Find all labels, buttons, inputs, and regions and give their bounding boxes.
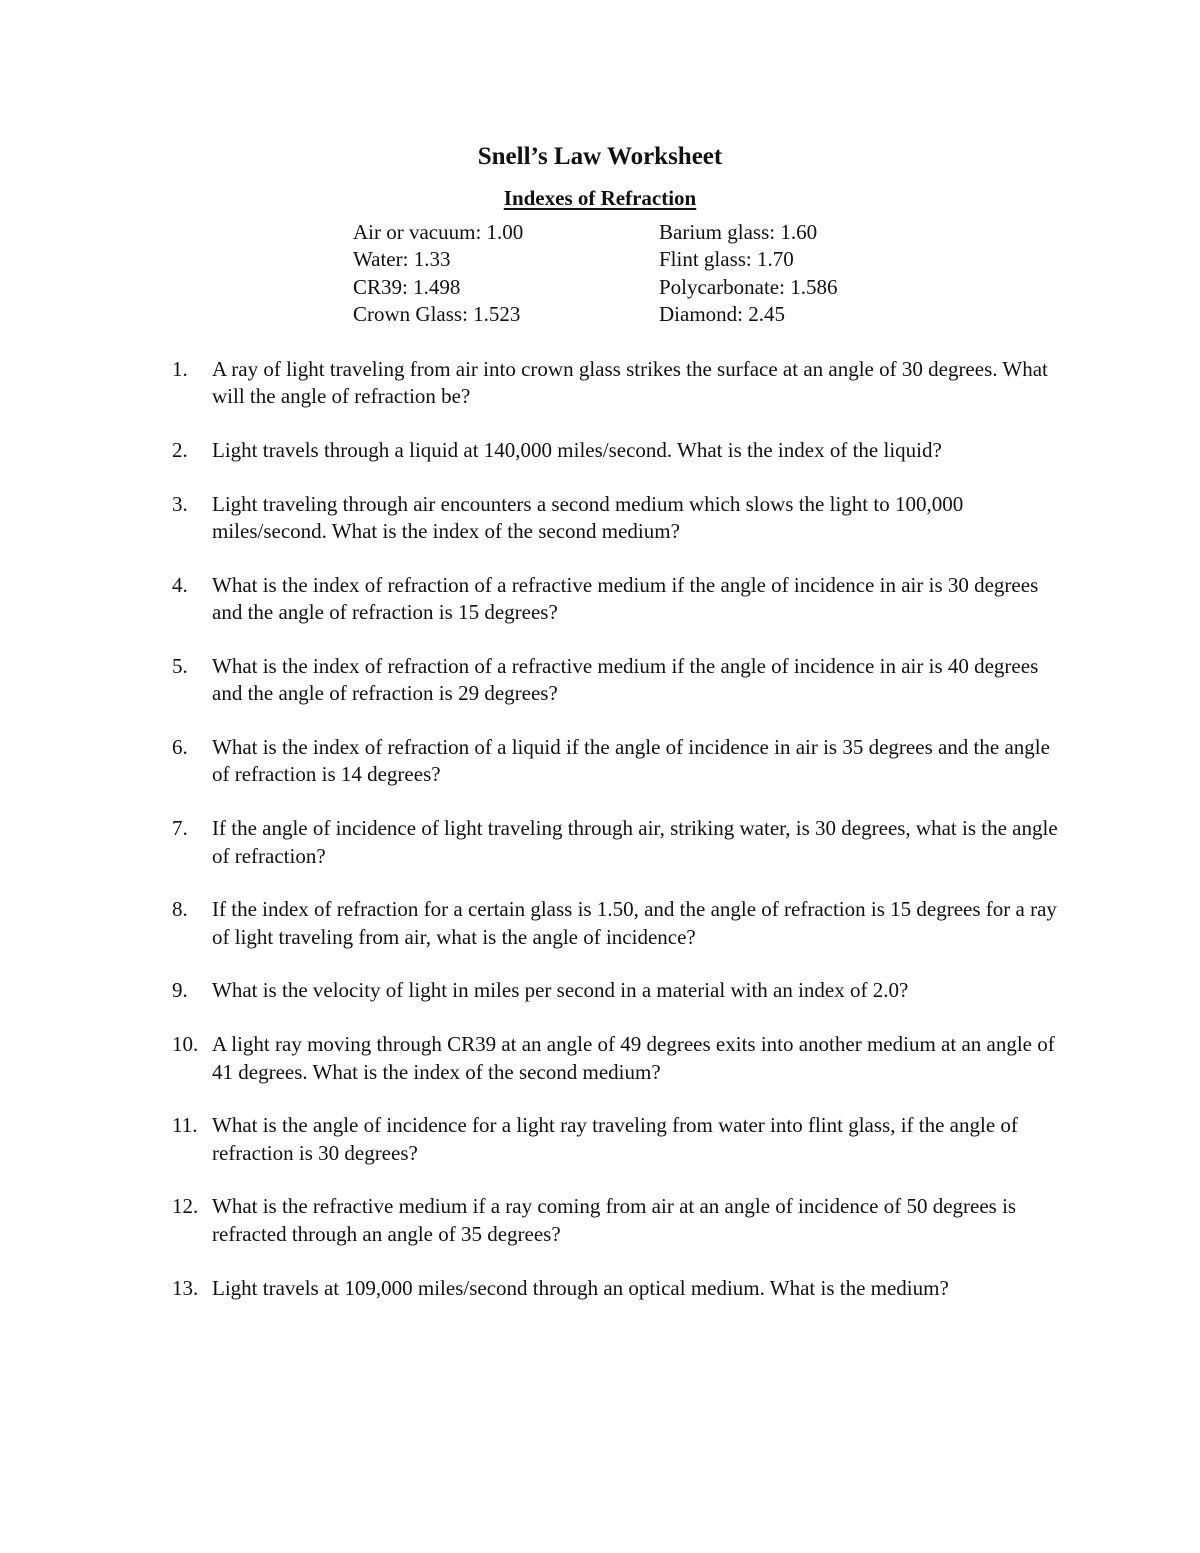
question-number: 4.	[172, 572, 188, 597]
question-text: A light ray moving through CR39 at an angle of 49 degrees exits into another medium at an angle of 41 degrees. What is the index of the second medium?	[212, 1032, 1055, 1084]
page-title: Snell’s Law Worksheet	[477, 143, 723, 170]
index-row	[353, 246, 913, 273]
index-entry: Polycarbonate: 1.586	[659, 274, 838, 299]
question-text: A ray of light traveling from air into crown glass strikes the surface at an angle of 30 degrees. What will the angle of refraction be?	[212, 357, 1048, 409]
question-item	[172, 977, 1072, 1004]
question-number: 10.	[172, 1032, 199, 1057]
question-number: 7.	[172, 816, 188, 841]
question-item	[172, 896, 1072, 951]
question-item	[172, 437, 1072, 464]
question-number: 9.	[172, 978, 188, 1003]
question-item	[172, 734, 1072, 789]
index-table	[353, 219, 913, 328]
question-number: 5.	[172, 654, 188, 679]
question-item	[172, 653, 1072, 708]
question-text: Light traveling through air encounters a second medium which slows the light to 100,000 miles/second. What is the index of the second medium?	[212, 491, 964, 544]
index-entry: CR39: 1.498	[353, 274, 461, 299]
index-entry: Water: 1.33	[353, 247, 451, 272]
question-number: 3.	[172, 491, 188, 516]
question-text: If the angle of incidence of light traveling through air, striking water, is 30 degrees, what is the angle of refraction?	[212, 816, 1058, 868]
question-item	[172, 1275, 1072, 1302]
question-text: What is the angle of incidence for a light ray traveling from water into flint glass, if the angle of refraction is 30 degrees?	[212, 1113, 1018, 1165]
question-number: 6.	[172, 735, 188, 760]
question-item	[172, 572, 1072, 627]
index-entry: Air or vacuum: 1.00	[353, 220, 524, 244]
question-text: Light travels through a liquid at 140,000 miles/second. What is the index of the liquid?	[212, 438, 942, 463]
question-item	[172, 1112, 1072, 1167]
question-item	[172, 1031, 1072, 1086]
question-item	[172, 491, 1072, 546]
question-text: What is the refractive medium if a ray coming from air at an angle of incidence of 50 degrees is refracted through an angle of 35 degrees?	[212, 1194, 1017, 1246]
index-entry: Flint glass: 1.70	[659, 247, 794, 272]
question-item	[172, 815, 1072, 870]
section-heading: Indexes of Refraction	[503, 186, 697, 210]
question-list	[172, 356, 1072, 1328]
index-entry: Crown Glass: 1.523	[353, 301, 521, 326]
question-text: Light travels at 109,000 miles/second through an optical medium. What is the medium?	[212, 1275, 949, 1300]
question-number: 1.	[172, 357, 188, 381]
index-entry: Barium glass: 1.60	[659, 220, 818, 244]
question-number: 2.	[172, 438, 188, 463]
question-number: 13.	[172, 1275, 199, 1300]
index-row	[353, 301, 913, 328]
index-row	[353, 274, 913, 301]
question-item	[172, 1193, 1072, 1248]
index-entry: Diamond: 2.45	[659, 301, 785, 326]
question-text: What is the index of refraction of a liquid if the angle of incidence in air is 35 degrees and the angle of refraction is 14 degrees?	[212, 735, 1050, 787]
question-text: What is the index of refraction of a refractive medium if the angle of incidence in air is 40 degrees and the angle of refraction is 29 degrees?	[212, 654, 1039, 706]
question-text: If the index of refraction for a certain glass is 1.50, and the angle of refraction is 15 degrees for a ray of light traveling from air, what is the angle of incidence?	[212, 897, 1057, 949]
question-text: What is the index of refraction of a refractive medium if the angle of incidence in air is 30 degrees and the angle of refraction is 15 degrees?	[212, 572, 1039, 625]
question-text: What is the velocity of light in miles per second in a material with an index of 2.0?	[212, 978, 909, 1003]
question-number: 11.	[172, 1113, 198, 1138]
question-item	[172, 356, 1072, 411]
index-row	[353, 219, 913, 246]
question-number: 8.	[172, 897, 188, 922]
question-number: 12.	[172, 1194, 199, 1219]
